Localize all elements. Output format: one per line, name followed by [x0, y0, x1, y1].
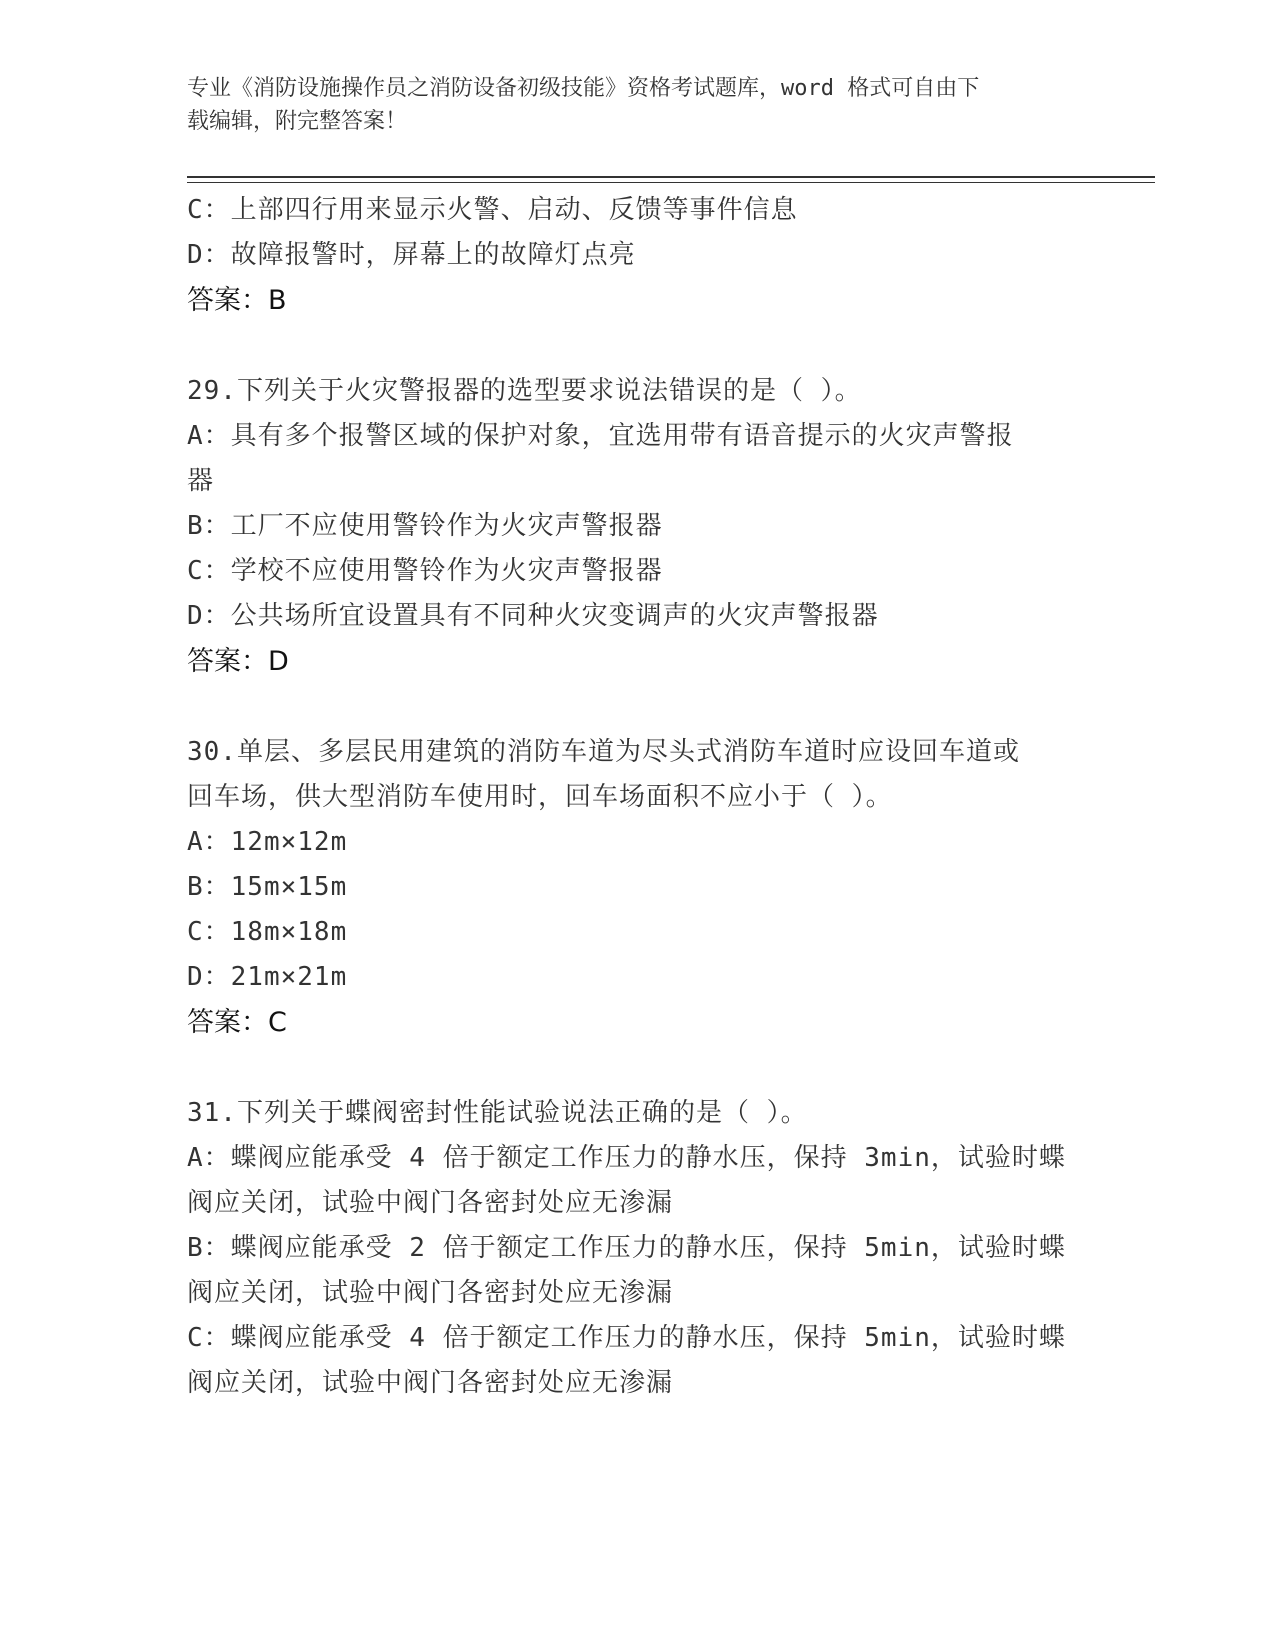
- header-line-2: 载编辑，附完整答案！: [187, 109, 408, 134]
- q31-option-a-line-2: 阀应关闭，试验中阀门各密封处应无渗漏: [187, 1188, 674, 1218]
- q31-option-b-line-1: B：蝶阀应能承受 2 倍于额定工作压力的静水压，保持 5min，试验时蝶: [187, 1233, 1066, 1263]
- header-rule-thick: [187, 176, 1155, 178]
- q29-option-a-line-1: A：具有多个报警区域的保护对象，宜选用带有语音提示的火灾声警报: [187, 421, 1014, 451]
- header-rule-thin: [187, 182, 1155, 183]
- spacer: [187, 323, 1087, 369]
- q30-option-a: A：12m×12m: [187, 827, 348, 857]
- q31-option-b-line-2: 阀应关闭，试验中阀门各密封处应无渗漏: [187, 1278, 674, 1308]
- q30-stem-line-1: 30.单层、多层民用建筑的消防车道为尽头式消防车道时应设回车道或: [187, 737, 1020, 767]
- prev-option-d: D：故障报警时，屏幕上的故障灯点亮: [187, 240, 636, 270]
- question-30-block: [187, 730, 1087, 1045]
- q29-stem: 29.下列关于火灾警报器的选型要求说法错误的是（ ）。: [187, 376, 862, 406]
- q30-answer: 答案：C: [187, 1007, 287, 1038]
- q29-option-c: C：学校不应使用警铃作为火灾声警报器: [187, 556, 663, 586]
- question-29-block: [187, 369, 1087, 684]
- header-line-1: 专业《消防设施操作员之消防设备初级技能》资格考试题库，word 格式可自由下: [187, 76, 980, 101]
- q29-answer: 答案：D: [187, 646, 289, 677]
- q31-stem: 31.下列关于蝶阀密封性能试验说法正确的是（ ）。: [187, 1098, 808, 1128]
- question-content: [187, 188, 1087, 1406]
- q29-option-d: D：公共场所宜设置具有不同种火灾变调声的火灾声警报器: [187, 601, 879, 631]
- q31-option-c-line-2: 阀应关闭，试验中阀门各密封处应无渗漏: [187, 1368, 674, 1398]
- q30-stem-line-2: 回车场，供大型消防车使用时，回车场面积不应小于（ ）。: [187, 782, 893, 812]
- q30-option-c: C：18m×18m: [187, 917, 348, 947]
- page-header: [187, 72, 1087, 138]
- spacer: [187, 684, 1087, 730]
- q29-option-b: B：工厂不应使用警铃作为火灾声警报器: [187, 511, 663, 541]
- q30-option-b: B：15m×15m: [187, 872, 348, 902]
- q31-option-c-line-1: C：蝶阀应能承受 4 倍于额定工作压力的静水压，保持 5min，试验时蝶: [187, 1323, 1066, 1353]
- question-31-block: [187, 1091, 1087, 1406]
- q30-option-d: D：21m×21m: [187, 962, 348, 992]
- prev-option-c: C：上部四行用来显示火警、启动、反馈等事件信息: [187, 195, 798, 225]
- prev-answer: 答案：B: [187, 285, 287, 316]
- spacer: [187, 1045, 1087, 1091]
- prev-question-block: [187, 188, 1087, 323]
- q31-option-a-line-1: A：蝶阀应能承受 4 倍于额定工作压力的静水压，保持 3min，试验时蝶: [187, 1143, 1066, 1173]
- q29-option-a-line-2: 器: [187, 466, 215, 496]
